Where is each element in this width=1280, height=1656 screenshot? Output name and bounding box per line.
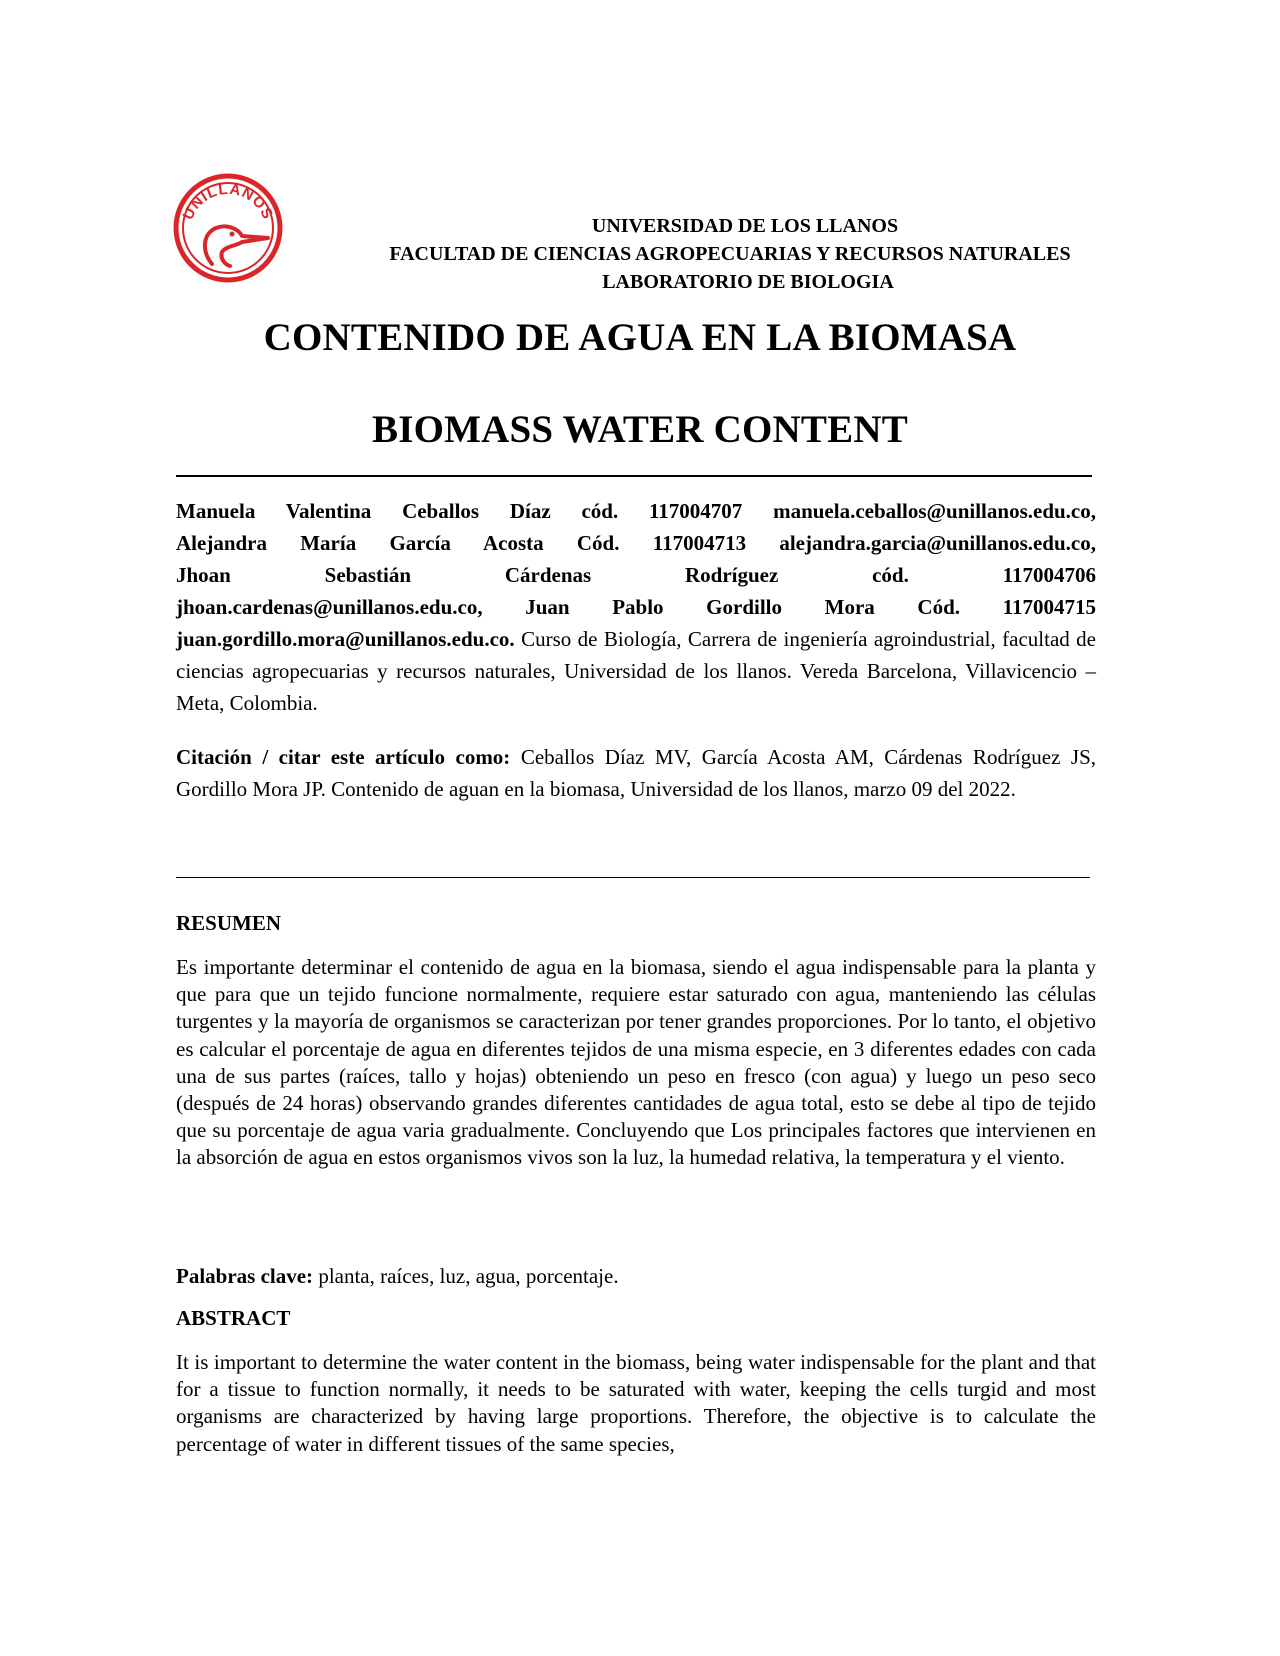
author-line-1: Manuela Valentina Ceballos Díaz cód. 117004707 manuela.ceballos@unillanos.edu.co,	[176, 499, 1096, 523]
authors-block	[176, 495, 1096, 719]
title-english: BIOMASS WATER CONTENT	[372, 408, 908, 451]
author-affiliation: Curso de Biología, Carrera de ingeniería agroindustrial, facultad de ciencias agropecuarias y recursos naturales, Universidad de los llanos. Vereda Barcelona, Villavicencio – Meta, Colombia.	[176, 627, 1097, 715]
resumen-body: Es importante determinar el contenido de agua en la biomasa, siendo el agua indispensable para la planta y que para que un tejido funcione normalmente, requiere estar saturado con agua, manteniendo las células turgentes y la mayoría de organismos se caracterizan por tener grandes proporciones. Por lo tanto, el objetivo es calcular el porcentaje de agua en diferentes tejidos de una misma especie, en 3 diferentes edades con cada una de sus partes (raíces, tallo y hojas) obteniendo un peso en fresco (con agua) y luego un peso seco (después de 24 horas) observando grandes diferentes cantidades de agua total, esto se debe al tipo de tejido que su porcentaje de agua varia gradualmente. Concluyendo que Los principales factores que intervienen en la absorción de agua en estos organismos vivos son la luz, la humedad relativa, la temperatura y el viento.	[176, 955, 1096, 1170]
citation-label: Citación / citar este artículo como:	[176, 745, 511, 769]
author-line-5: juan.gordillo.mora@unillanos.edu.co.	[176, 627, 515, 651]
citation-block	[176, 741, 1096, 805]
author-line-2: Alejandra María García Acosta Cód. 117004713 alejandra.garcia@unillanos.edu.co,	[176, 531, 1096, 555]
keywords-text: planta, raíces, luz, agua, porcentaje.	[318, 1264, 619, 1288]
author-line-4: jhoan.cardenas@unillanos.edu.co, Juan Pablo Gordillo Mora Cód. 117004715	[176, 595, 1096, 619]
keywords-label: Palabras clave:	[176, 1264, 314, 1288]
title-spanish: CONTENIDO DE AGUA EN LA BIOMASA	[263, 316, 1017, 359]
title-divider	[176, 475, 1092, 477]
keywords-line	[176, 1263, 1096, 1290]
university-name: UNIVERSIDAD DE LOS LLANOS	[591, 215, 899, 237]
unillanos-logo	[172, 172, 284, 284]
abstract-body: It is important to determine the water content in the biomass, being water indispensable for the plant and that for a tissue to function normally, it needs to be saturated with water, keeping the cells turgid and most organisms are characterized by having large proportions. Therefore, the objective is to calculate the percentage of water in different tissues of the same species,	[176, 1350, 1096, 1456]
citation-text: Ceballos Díaz MV, García Acosta AM, Cárdenas Rodríguez JS, Gordillo Mora JP. Contenido de aguan en la biomasa, Universidad de los llanos, marzo 09 del 2022.	[176, 745, 1097, 801]
resumen-heading: RESUMEN	[176, 911, 282, 935]
faculty-name: FACULTAD DE CIENCIAS AGROPECUARIAS Y RECURSOS NATURALES	[389, 243, 1071, 265]
abstract-heading: ABSTRACT	[176, 1306, 291, 1330]
lab-name: LABORATORIO DE BIOLOGIA	[602, 271, 894, 293]
logo-text: UNILLANOS	[179, 180, 277, 223]
institution-header	[300, 212, 1160, 296]
author-line-3: Jhoan Sebastián Cárdenas Rodríguez cód. 117004706	[176, 563, 1096, 587]
section-divider	[176, 877, 1090, 878]
